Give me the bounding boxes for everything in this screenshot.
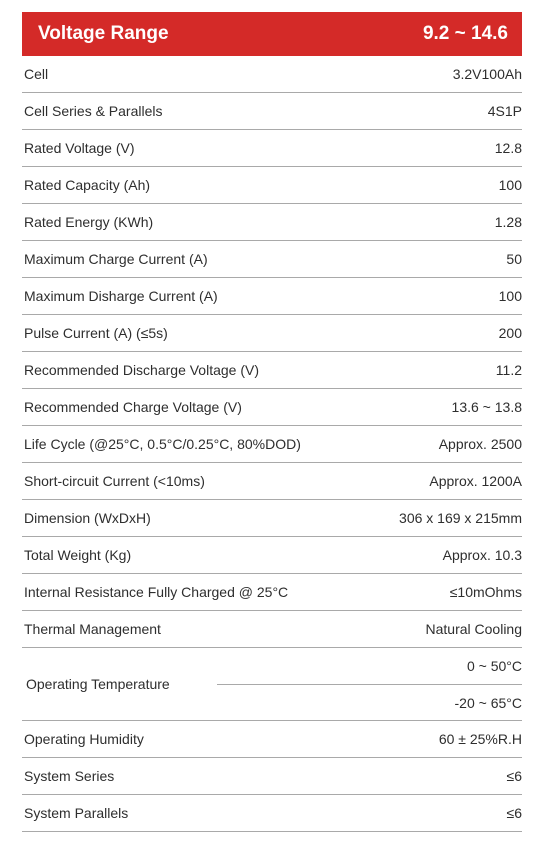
row-value: 11.2 bbox=[495, 362, 522, 378]
row-value: Approx. 1200A bbox=[429, 473, 522, 489]
row-value: 60 ± 25%R.H bbox=[438, 731, 522, 747]
row-label: Cell Series & Parallels bbox=[24, 103, 163, 119]
row-label: System Series bbox=[24, 768, 115, 784]
row-label: Rated Capacity (Ah) bbox=[24, 177, 151, 193]
row-value: Approx. 10.3 bbox=[442, 547, 522, 563]
row-label: Life Cycle (@25°C, 0.5°C/0.25°C, 80%DOD) bbox=[24, 436, 301, 452]
voltage-range-header bbox=[22, 12, 522, 56]
row-label: System Parallels bbox=[24, 805, 129, 821]
row-label: Internal Resistance Fully Charged @ 25°C bbox=[24, 584, 289, 600]
table-row bbox=[22, 426, 522, 463]
table-row bbox=[22, 795, 522, 832]
table-row bbox=[22, 463, 522, 500]
row-value: ≤6 bbox=[506, 768, 522, 784]
table-row bbox=[22, 352, 522, 389]
row-value: Approx. 2500 bbox=[438, 436, 522, 452]
table-row bbox=[22, 574, 522, 611]
table-row bbox=[22, 130, 522, 167]
row-label: Short-circuit Current (<10ms) bbox=[24, 473, 205, 489]
table-row bbox=[22, 389, 522, 426]
header-value: 9.2 ~ 14.6 bbox=[422, 23, 508, 44]
table-row bbox=[22, 721, 522, 758]
row-label: Rated Voltage (V) bbox=[24, 140, 135, 156]
row-label: Operating Humidity bbox=[24, 731, 144, 747]
row-label: Pulse Current (A) (≤5s) bbox=[24, 325, 168, 341]
row-label: Maximum Charge Current (A) bbox=[24, 251, 208, 267]
table-row bbox=[22, 278, 522, 315]
row-label: Total Weight (Kg) bbox=[24, 547, 132, 563]
table-row bbox=[22, 611, 522, 648]
row-value: 13.6 ~ 13.8 bbox=[451, 399, 522, 415]
table-row bbox=[22, 500, 522, 537]
row-value: 1.28 bbox=[494, 214, 522, 230]
row-value: 50 bbox=[506, 251, 522, 267]
row-value: Natural Cooling bbox=[425, 621, 522, 637]
table-row bbox=[22, 315, 522, 352]
table-row bbox=[22, 167, 522, 204]
row-value: 100 bbox=[498, 177, 522, 193]
table-row bbox=[22, 56, 522, 93]
row-label: Recommended Discharge Voltage (V) bbox=[24, 362, 260, 378]
row-label: Recommended Charge Voltage (V) bbox=[24, 399, 242, 415]
operating-temperature-row bbox=[22, 648, 522, 721]
row-value: 200 bbox=[498, 325, 522, 341]
row-value: 12.8 bbox=[494, 140, 522, 156]
table-row bbox=[22, 758, 522, 795]
spec-table bbox=[22, 56, 522, 832]
table-row bbox=[22, 204, 522, 241]
operating-temperature-label: Operating Temperature bbox=[26, 676, 170, 692]
table-row bbox=[22, 241, 522, 278]
charge-temperature-value: 0 ~ 50°C bbox=[466, 658, 522, 674]
row-value: 3.2V100Ah bbox=[452, 66, 522, 82]
row-label: Rated Energy (KWh) bbox=[24, 214, 154, 230]
discharge-temperature-value: -20 ~ 65°C bbox=[454, 695, 522, 711]
row-value: 4S1P bbox=[487, 103, 522, 119]
row-label: Cell bbox=[24, 66, 49, 82]
row-value: 100 bbox=[498, 288, 522, 304]
row-value: 306 x 169 x 215mm bbox=[399, 510, 522, 526]
row-label: Dimension (WxDxH) bbox=[24, 510, 151, 526]
row-label: Thermal Management bbox=[24, 621, 161, 637]
header-title: Voltage Range bbox=[38, 23, 169, 44]
row-value: ≤6 bbox=[506, 805, 522, 821]
row-value: ≤10mOhms bbox=[449, 584, 522, 600]
row-label: Maximum Disharge Current (A) bbox=[24, 288, 218, 304]
table-row bbox=[22, 537, 522, 574]
table-row bbox=[22, 93, 522, 130]
